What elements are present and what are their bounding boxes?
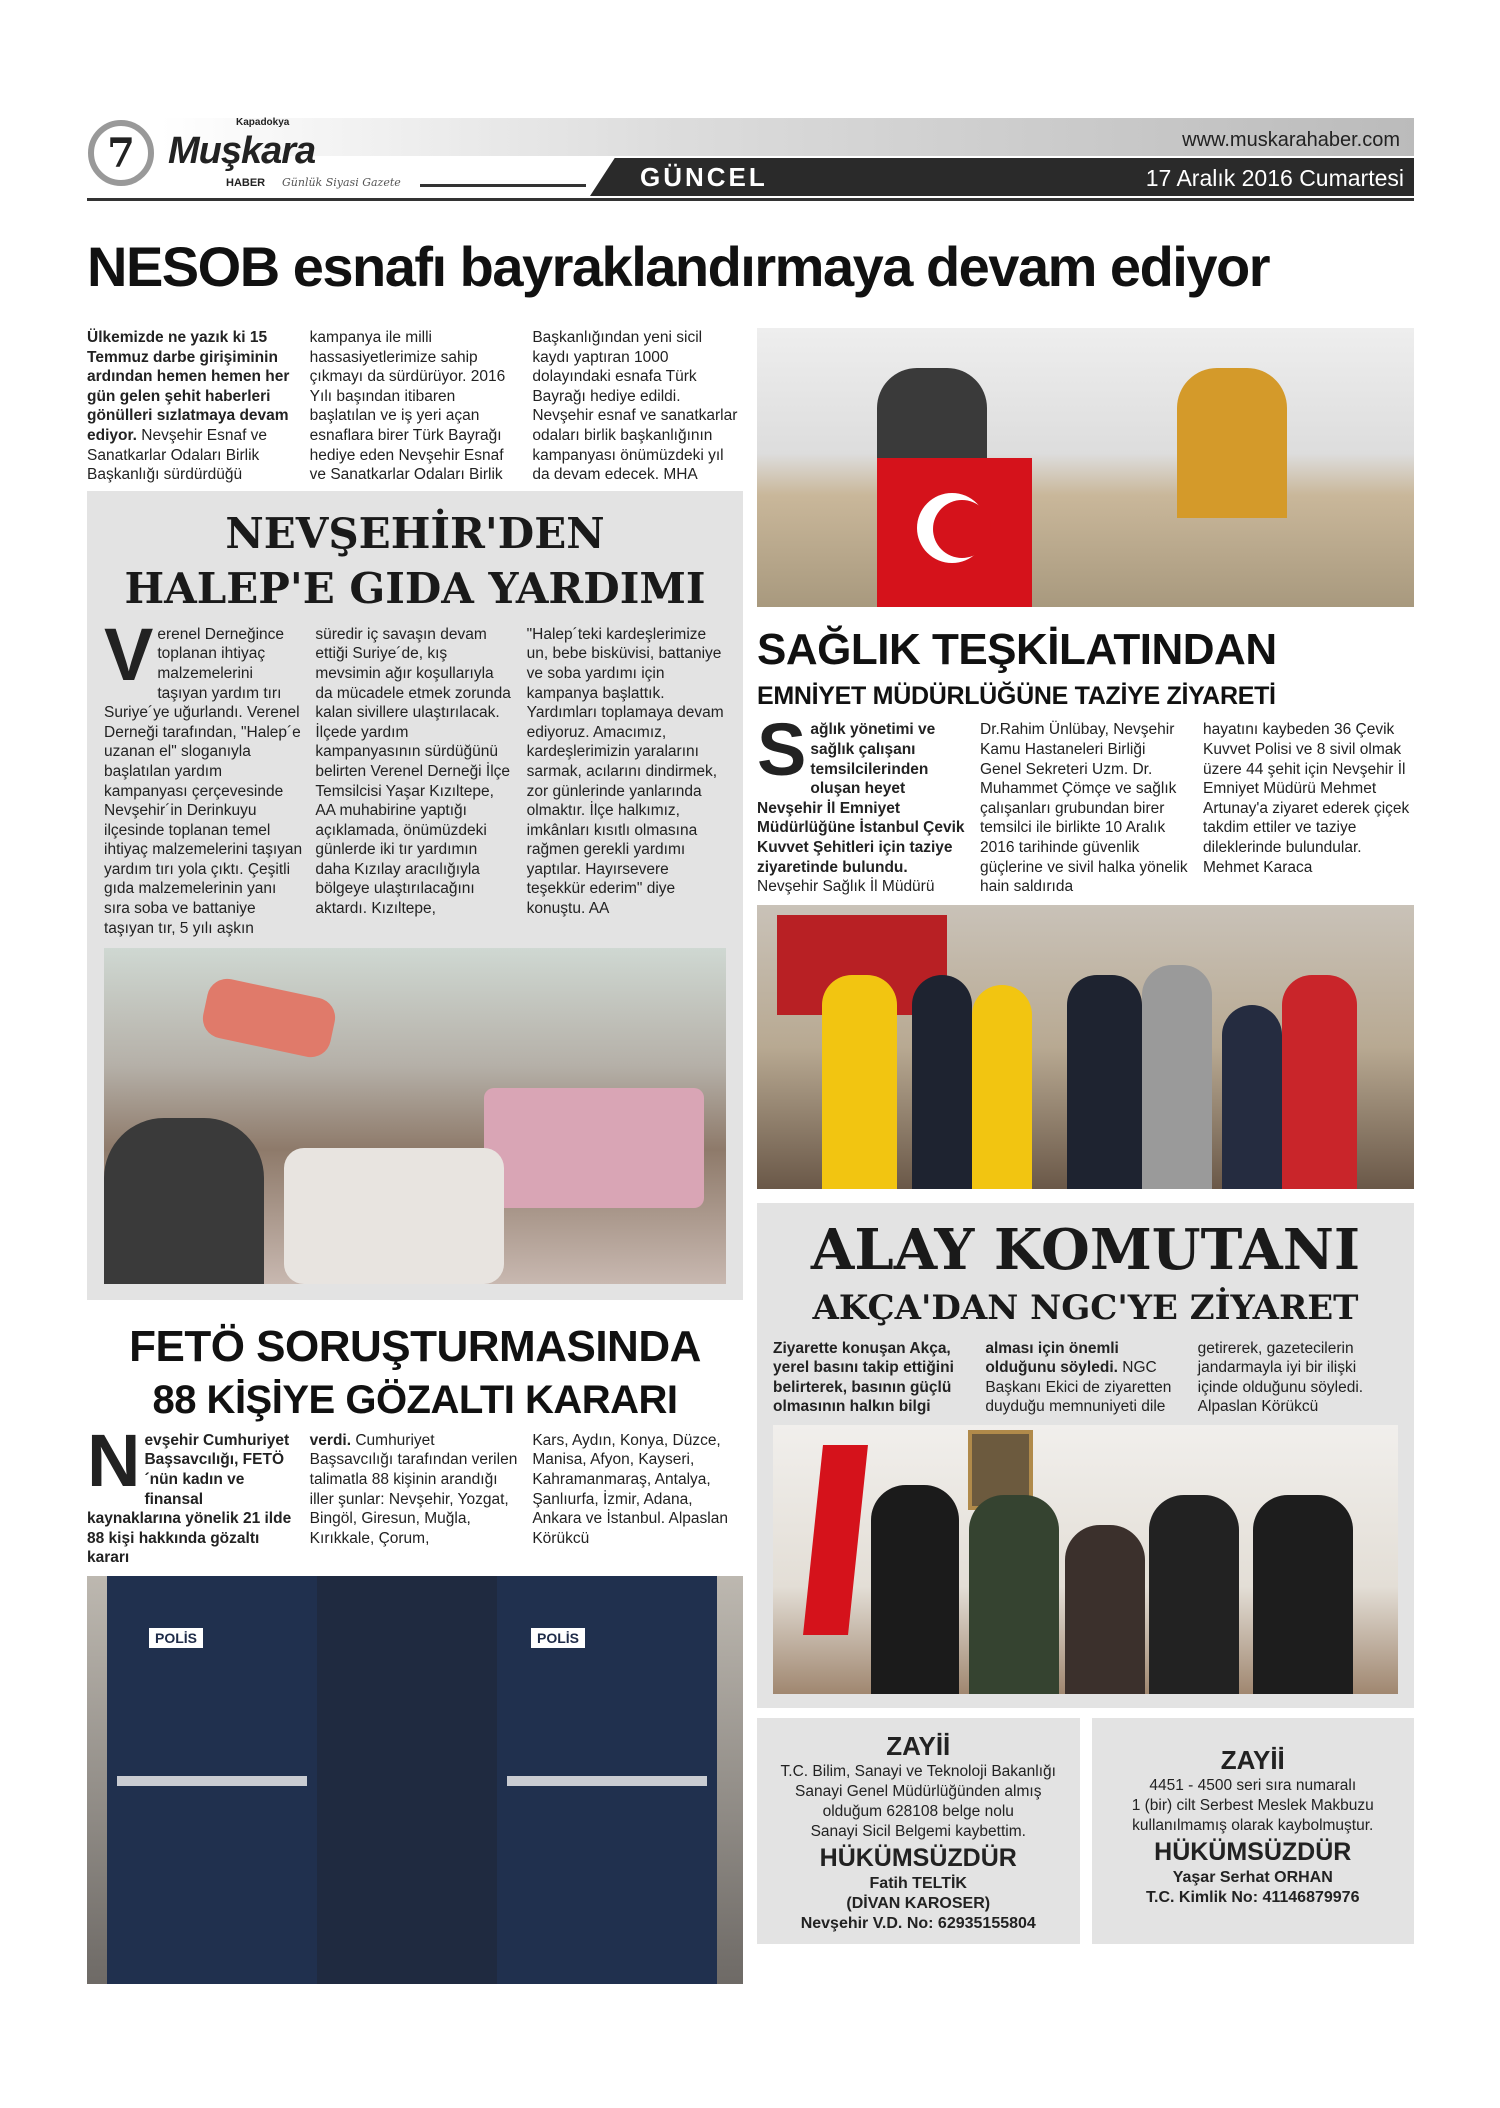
notice-void: HÜKÜMSÜZDÜR [819, 1844, 1017, 1873]
headline-alay-2: AKÇA'DAN NGC'YE ZİYARET [812, 1287, 1359, 1328]
right-column [757, 328, 1414, 1944]
headline-halep-2: HALEP'E GIDA YARDIMI [124, 563, 706, 613]
lead: ağlık yönetimi ve sağlık çalışanı temsilcilerinden oluşan heyet Nevşehir İl Emniyet Müdürlüğüne İstanbul Çevik Kuvvet Şehitleri için taziye ziyaretinde bulundu. [757, 721, 965, 876]
text: Kars, Aydın, Konya, Düzce, Manisa, Afyon, Kayseri, Kahramanmaraş, Antalya, Şanlıurfa, İzmir, Adana, Ankara ve İstanbul. Alpaslan Körükcü [532, 1431, 728, 1547]
text: "Halep´teki kardeşlerimize un, bebe bisküvisi, battaniye ve soba yardımı için kampanya başlattık. Yardımları toplamaya devam ediyoruz. Amacımız, kardeşlerimizin yaralarını sarmak, acılarını dindirmek, zor günlerinde yanlarında olmaktır. İlçe halkımız, imkânları kısıtlı olmasına rağmen gerekli yardımı yaptılar. Hayırsevere teşekkür ederim" diye konuştu. AA [526, 625, 724, 918]
notice-name: Fatih TELTİK [869, 1875, 967, 1893]
notice-id-no: T.C. Kimlik No: 41146879976 [1146, 1889, 1360, 1907]
logo: Muşkara [168, 130, 316, 172]
page-number: 7 [88, 120, 154, 186]
section-label: GÜNCEL [640, 162, 768, 192]
article-saglik-body [757, 708, 1414, 896]
turkish-flag [803, 1445, 868, 1635]
text: erenel Derneğince toplanan ihtiyaç malzemelerini taşıyan yardım tırı Suriye´ye uğurlandı. Verenel Derneği tarafından, "Halep´e uzanan el" sloganıyla başlatılan yardım kampanyası çerçevesinde Nevşehir´in Derinkuyu ilçesinde toplanan temel ihtiyaç malzemelerini taşıyan yardım tırı yola çıktı. Çeşitli gıda malzemelerinin yanı sıra soba ve battaniye taşıyan tır, 5 yılı aşkın [104, 625, 303, 937]
lead: alması için önemli olduğunu söyledi. [985, 1339, 1119, 1377]
notice-zayi-2 [1092, 1718, 1415, 1944]
notice-title: ZAYİİ [886, 1731, 951, 1762]
notice-void: HÜKÜMSÜZDÜR [1154, 1838, 1352, 1867]
photo-aid-supplies [104, 948, 726, 1284]
notice-line: olduğum 628108 belge nolu [822, 1803, 1014, 1821]
notice-zayi-1 [757, 1718, 1080, 1944]
photo-condolence-visit [757, 905, 1414, 1189]
notice-company: (DİVAN KAROSER) [846, 1895, 991, 1913]
police-label: POLİS [531, 1628, 585, 1648]
text: NGC Başkanı Ekici de ziyaretten duyduğu memnuniyeti dile [985, 1359, 1172, 1416]
page-content [87, 206, 1414, 1984]
lead: Ziyarette konuşan Akça, yerel basını takip ettiğini belirterek, basının güçlü olmasının halkın bilgi [773, 1339, 954, 1416]
issue-date: 17 Aralık 2016 Cumartesi [1145, 165, 1404, 191]
headline-alay-1: ALAY KOMUTANI [810, 1216, 1361, 1283]
text: süredir iç savaşın devam ettiği Suriye´de, kış mevsimin ağır koşullarıyla da mücadele etmek zorunda kalan sivillere ulaştırılacak. İlçede yardım kampanyasının sürdüğünü belirten Verenel Derneği İlçe Temsilcisi Yaşar Kızıltepe, AA muhabirine yaptığı açıklamada, önümüzdeki günlerde iki tır yardımın daha Kızılay aracılığıyla bölgeye ulaştırılacağını aktardı. Kızıltepe, [315, 625, 511, 918]
notice-tax-no: Nevşehir V.D. No: 62935155804 [800, 1915, 1036, 1933]
notice-title: ZAYİİ [1220, 1745, 1285, 1776]
article-alay [757, 1203, 1414, 1708]
photo-flag-presentation [757, 328, 1414, 607]
headline-feto-2: 88 KİŞİYE GÖZALTI KARARI [152, 1377, 678, 1422]
header-rule [87, 198, 1414, 201]
notice-line: 1 (bir) cilt Serbest Meslek Makbuzu [1131, 1797, 1374, 1815]
text: Nevşehir Esnaf ve Sanatkarlar Odaları Birlik Başkanlığı sürdürdüğü [87, 426, 268, 484]
notice-line: Sanayi Genel Müdürlüğünden almış [795, 1783, 1042, 1801]
text: Dr.Rahim Ünlübay, Nevşehir Kamu Hastaneleri Birliği Genel Sekreteri Uzm. Dr. Muhammet Çömçe ve sağlık çalışanları grubundan birer temsilci ile birlikte 10 Aralık 2016 tarihinde güvenlik güçlerine ve sivil halka yönelik hain saldırıda [980, 721, 1188, 896]
turkish-flag [877, 458, 1032, 607]
headline-feto-1: FETÖ SORUŞTURMASINDA [129, 1322, 701, 1372]
text: getirerek, gazetecilerin jandarmayla iyi bir ilişki içinde olduğunu söyledi. Alpaslan Körükcü [1197, 1339, 1364, 1416]
headline-nesob: NESOB esnafı bayraklandırmaya devam ediyor [87, 235, 1269, 298]
lead: evşehir Cumhuriyet Başsavcılığı, FETÖ´nün kadın ve finansal kaynaklarına yönelik 21 ilde 88 kişi hakkında gözaltı kararı [87, 1431, 292, 1567]
notice-line: T.C. Bilim, Sanayi ve Teknoloji Bakanlığı [780, 1763, 1056, 1781]
article-halep [87, 491, 743, 1301]
drop-cap: S [757, 708, 807, 792]
drop-cap: N [87, 1418, 141, 1502]
headline-saglik-1: SAĞLIK TEŞKİLATINDAN [757, 625, 1277, 674]
article-nesob-body [87, 328, 743, 485]
notice-line: Sanayi Sicil Belgemi kaybettim. [810, 1823, 1026, 1841]
headline-halep-1: NEVŞEHİR'DEN [225, 508, 605, 558]
text: Cumhuriyet Başsavcılığı tarafından verilen talimatla 88 kişinin arandığı iller şunlar: Nevşehir, Yozgat, Bingöl, Giresun, Muğla, Kırıkkale, Çorum, [309, 1431, 518, 1547]
text: hayatını kaybeden 36 Çevik Kuvvet Polisi ve 8 sivil olmak üzere 44 şehit için Nevşehir İl Emniyet Müdürü Mehmet Artunay'a ziyaret ederek çiçek takdim ettiler ve taziye dileklerinde bulundular. Mehmet Karaca [1203, 721, 1410, 876]
divider [420, 184, 586, 187]
site-url[interactable]: www.muskarahaber.com [1182, 129, 1400, 151]
photo-regiment-visit [773, 1425, 1398, 1694]
text: Nevşehir Sağlık İl Müdürü [757, 878, 935, 896]
logo-sub: HABER [226, 177, 266, 189]
notices-row [757, 1718, 1414, 1944]
text: kampanya ile milli hassasiyetlerimize sahip çıkmayı da sürdürüyor. 2016 Yılı başından itibaren başlatılan ve iş yeri açan esnaflara birer Türk Bayrağı hediye eden Nevşehir Esnaf ve Sanatkarlar Odaları Birlik [309, 329, 506, 484]
lead: verdi. [309, 1431, 352, 1449]
notice-line: kullanılmamış olarak kaybolmuştur. [1132, 1817, 1374, 1835]
notice-line: 4451 - 4500 seri sıra numaralı [1149, 1777, 1357, 1795]
text: Başkanlığından yeni sicil kaydı yaptıran 1000 dolayındaki esnafa Türk Bayrağı hediye edildi. Nevşehir esnaf ve sanatkarlar odaları birlik başkanlığının kampanyası önümüzdeki yıl da devam edecek. MHA [532, 329, 738, 484]
photo-police-detention [87, 1576, 743, 1984]
police-label: POLİS [149, 1628, 203, 1648]
drop-cap: V [104, 612, 154, 696]
lead: Ülkemizde ne yazık ki 15 Temmuz darbe girişiminin ardından hemen hemen her gün gelen şehit haberleri gönülleri sızlatmaya devam ediyor. [87, 329, 290, 444]
article-feto-body [87, 1418, 743, 1568]
logo-region: Kapadokya [236, 117, 290, 128]
notice-name: Yaşar Serhat ORHAN [1172, 1869, 1333, 1887]
left-column [87, 328, 743, 1984]
headline-saglik-2: EMNİYET MÜDÜRLÜĞÜNE TAZİYE ZİYARETİ [757, 681, 1276, 710]
logo-tagline: Günlük Siyasi Gazete [282, 176, 401, 189]
